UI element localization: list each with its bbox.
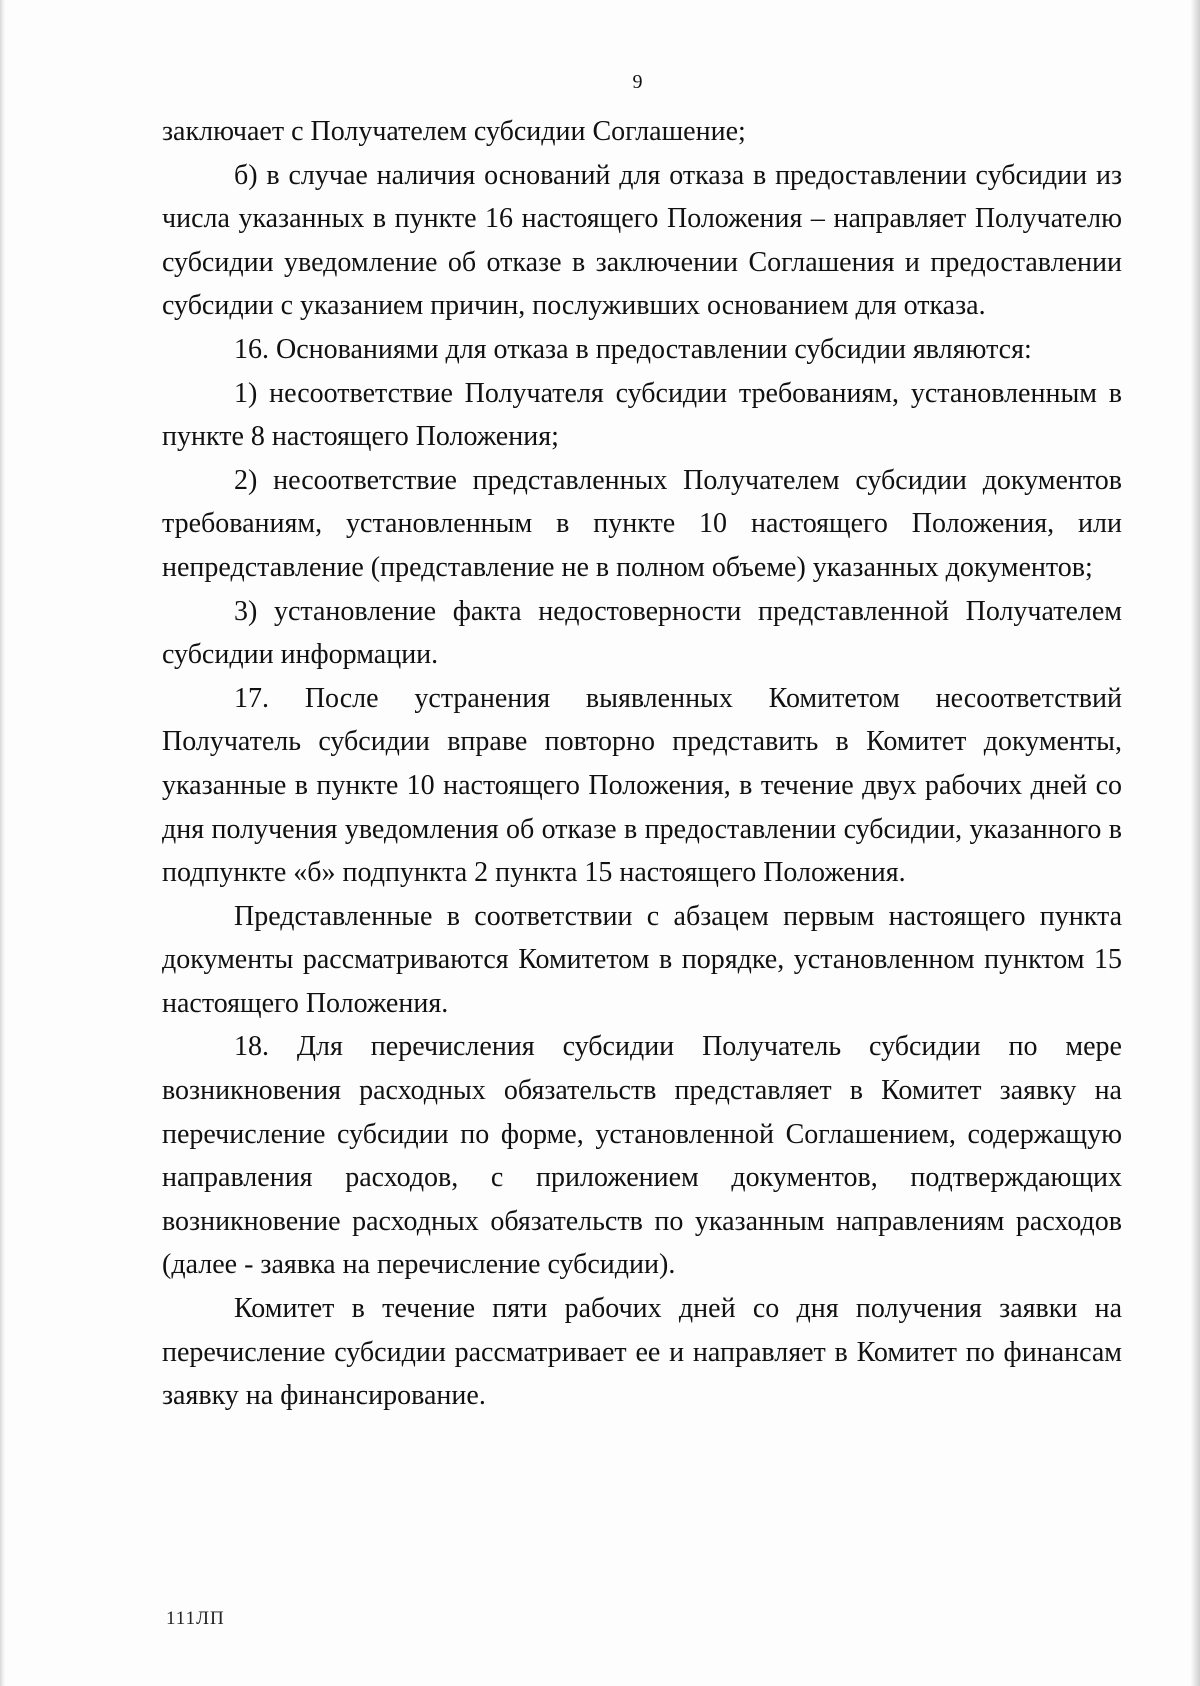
paragraph-item-16-3: 3) установление факта недостоверности представленной Получателем субсидии информации.: [162, 595, 1122, 671]
paragraph-item-18-part-2: Комитет в течение пяти рабочих дней со дня получения заявки на перечисление субсидии рассматривает ее и направляет в Комитет по финансам заявку на финансирование.: [162, 1293, 1122, 1412]
paragraph-item-17-part-2: Представленные в соответствии с абзацем первым настоящего пункта документы рассматриваются Комитетом в порядке, установленном пунктом 15 настоящего Положения.: [162, 900, 1122, 1019]
scan-edge-right: [1190, 0, 1200, 1686]
paragraph-continuation: заключает с Получателем субсидии Соглашение;: [162, 116, 746, 147]
paragraph-item-17: 17. После устранения выявленных Комитетом несоответствий Получатель субсидии вправе повторно представить в Комитет документы, указанные в пункте 10 настоящего Положения, в течение двух рабочих дней со дня получения уведомления об отказе в предоставлении субсидии, указанного в подпункте «б» подпункта 2 пункта 15 настоящего Положения.: [162, 682, 1122, 889]
scan-edge-left: [0, 0, 6, 1686]
paragraph-subitem-b: б) в случае наличия оснований для отказа в предоставлении субсидии из числа указанных в пункте 16 настоящего Положения – направляет Получателю субсидии уведомление об отказе в заключении Соглашения и предоставлении субсидии с указанием причин, послуживших основанием для отказа.: [162, 159, 1122, 322]
page-number: 9: [632, 71, 643, 93]
paragraph-item-16-2: 2) несоответствие представленных Получателем субсидии документов требованиям, установленным в пункте 10 настоящего Положения, или непредставление (представление не в полном объеме) указанных документов;: [162, 464, 1122, 583]
footer-document-code: 111ЛП: [166, 1608, 225, 1629]
paragraph-item-16-1: 1) несоответствие Получателя субсидии требованиям, установленным в пункте 8 настоящего Положения;: [162, 377, 1122, 453]
paragraph-item-18: 18. Для перечисления субсидии Получатель субсидии по мере возникновения расходных обязательств представляет в Комитет заявку на перечисление субсидии по форме, установленной Соглашением, содержащую направления расходов, с приложением документов, подтверждающих возникновение расходных обязательств по указанным направлениям расходов (далее - заявка на перечисление субсидии).: [162, 1031, 1122, 1281]
paragraph-item-16: 16. Основаниями для отказа в предоставлении субсидии являются:: [234, 333, 1032, 365]
document-body: [162, 110, 1122, 1418]
